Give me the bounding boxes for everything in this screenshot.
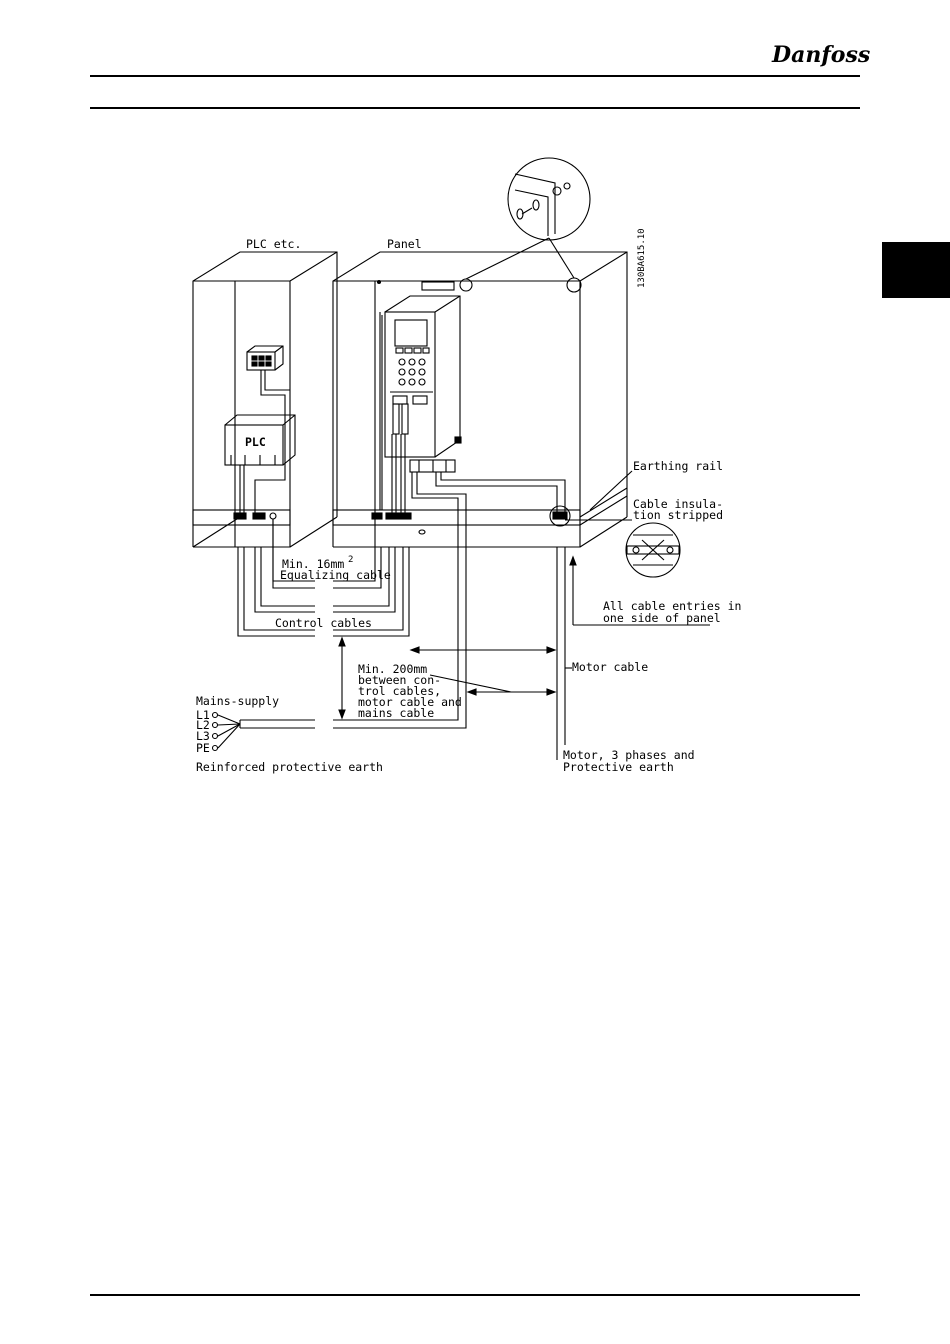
label-equalizing-2: Equalizing cable <box>280 568 391 582</box>
label-l1: L1 <box>196 708 210 722</box>
label-all-entries-2: one side of panel <box>603 611 721 625</box>
label-cable-insulation-2: tion stripped <box>633 508 724 522</box>
label-min200-5: mains cable <box>358 706 435 720</box>
label-mains-supply: Mains-supply <box>196 694 280 708</box>
label-control-cables: Control cables <box>275 616 372 630</box>
label-min200-4: motor cable and <box>358 695 462 709</box>
logo-text: Danfoss <box>772 42 871 68</box>
document-number: 130BA615.10 <box>637 228 647 288</box>
panel-cabinet <box>333 238 627 547</box>
label-l2: L2 <box>196 718 210 732</box>
label-min200-1: Min. 200mm <box>358 662 428 676</box>
label-motor-3ph-1: Motor, 3 phases and <box>563 748 695 762</box>
plc-cabinet <box>193 252 337 547</box>
label-panel: Panel <box>387 237 422 251</box>
label-cable-insulation-1: Cable insula- <box>633 497 724 511</box>
panel-internal-cables <box>372 434 570 547</box>
detail-bolt-circle <box>508 158 590 240</box>
label-min200-2: between con- <box>358 673 442 687</box>
label-all-entries-1: All cable entries in <box>603 599 742 613</box>
label-motor-cable: Motor cable <box>572 660 649 674</box>
label-earthing-rail: Earthing rail <box>633 459 724 473</box>
label-plc-cabinet: PLC etc. <box>246 237 302 251</box>
label-motor-3ph-2: Protective earth <box>563 760 674 774</box>
label-reinforced-pe: Reinforced protective earth <box>196 760 383 774</box>
detail-clamp-circle <box>626 523 680 577</box>
label-equalizing-1: Min. 16mm <box>282 557 345 571</box>
label-equalizing-superscript: 2 <box>348 555 354 565</box>
label-plc: PLC <box>245 435 266 449</box>
label-min200-3: trol cables, <box>358 684 442 698</box>
label-l3: L3 <box>196 729 210 743</box>
label-pe: PE <box>196 741 210 755</box>
